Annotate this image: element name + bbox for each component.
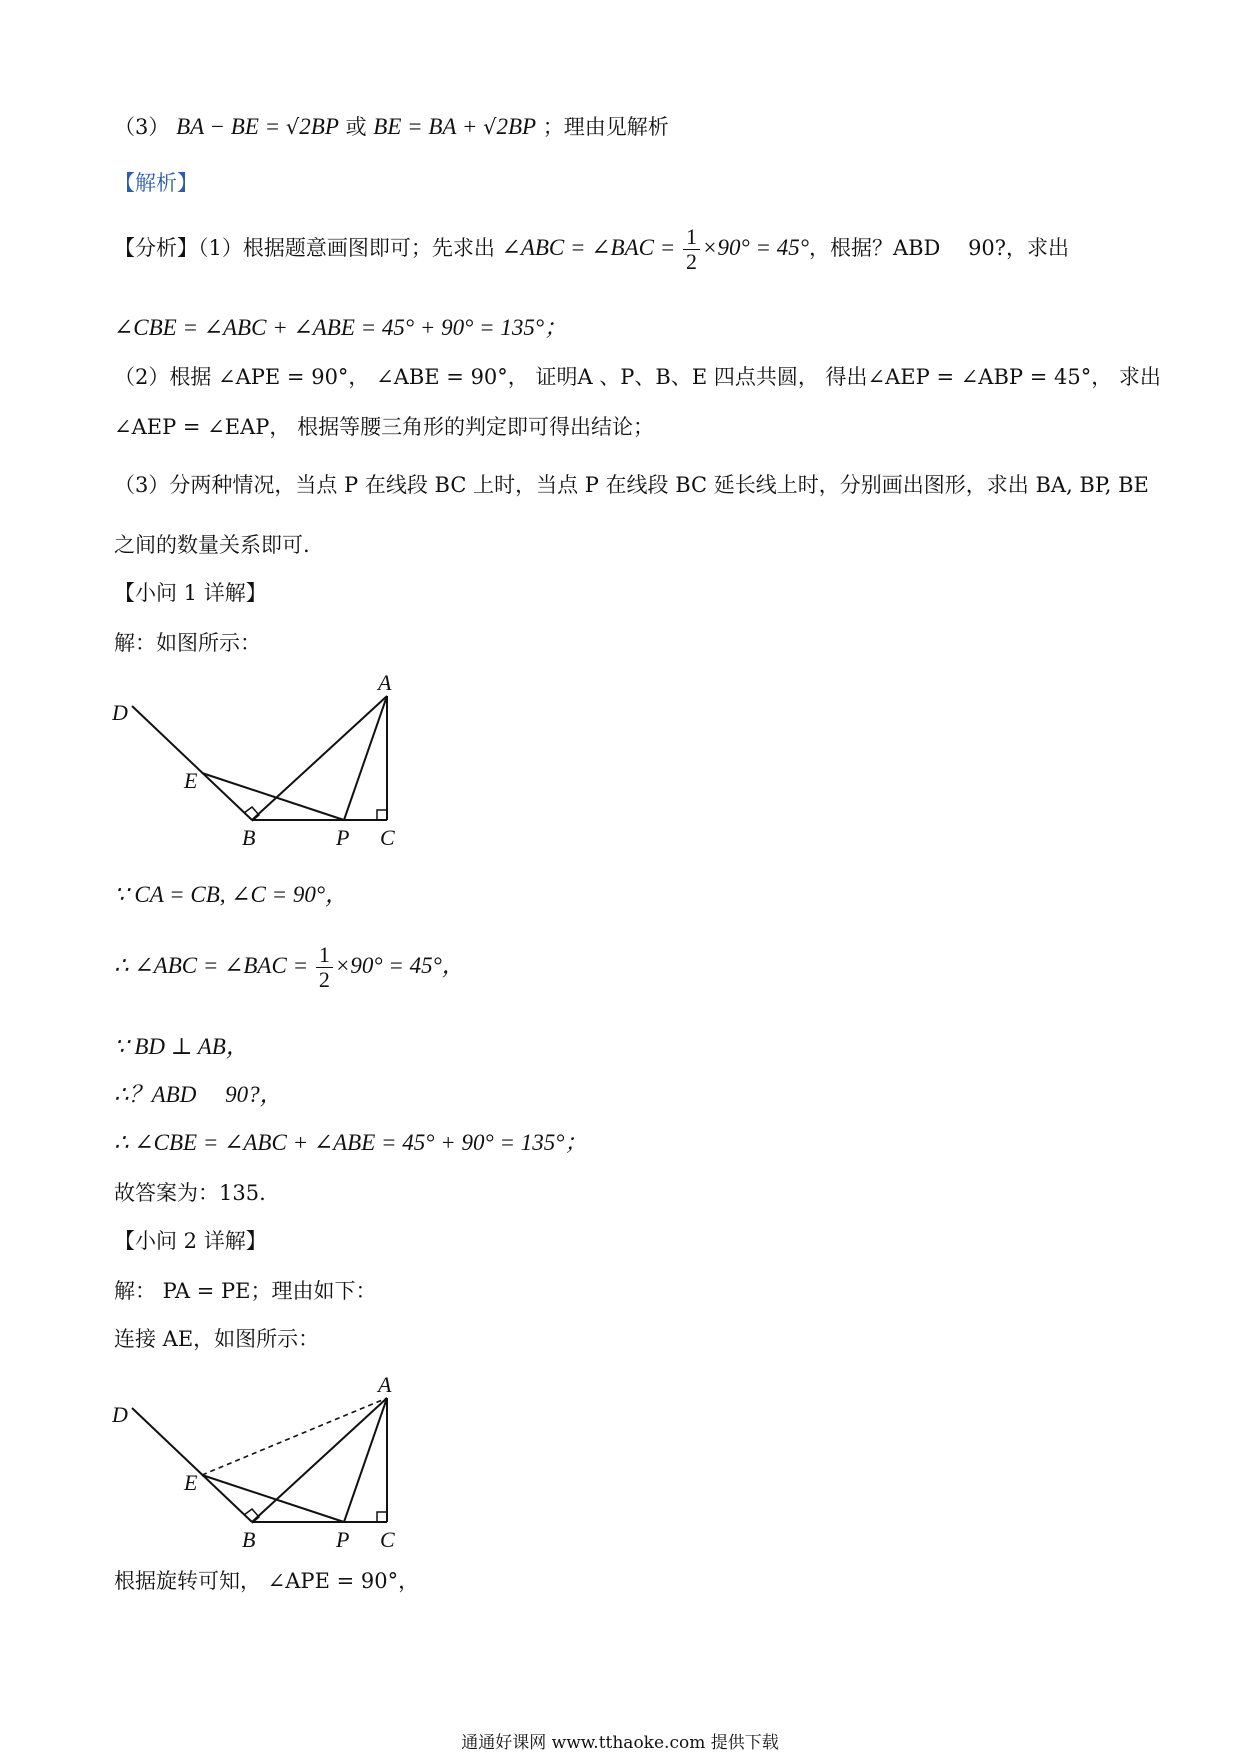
fraction-numerator: 1 xyxy=(683,225,700,250)
q1-step-2-right: ×90° = 45°， xyxy=(334,953,465,978)
q2-step-1: 解： PA = PE；理由如下： xyxy=(114,1279,377,1303)
q1-step-4: ∴？ABD 90?， xyxy=(114,1082,283,1107)
q1-step-2 xyxy=(114,936,465,996)
sqrt-symbol: √ xyxy=(285,115,300,139)
point-label-c: C xyxy=(380,1527,395,1552)
point-label-p: P xyxy=(336,825,350,850)
point-label-a: A xyxy=(378,1372,392,1397)
answer-3 xyxy=(114,112,669,142)
answer-3-prefix: （3） xyxy=(114,115,170,139)
page-footer: 通通好课网 www.tthaoke.com 提供下载 xyxy=(461,1733,779,1753)
point-label-a: A xyxy=(378,670,392,695)
answer-3-or: 或 xyxy=(345,115,374,139)
answer-3-expr-b: BE = BA + xyxy=(373,114,484,139)
sqrt-symbol: √ xyxy=(483,115,497,139)
q1-step-1: ∵ CA = CB, ∠C = 90°， xyxy=(114,882,349,907)
q2-title: 【小问 2 详解】 xyxy=(114,1229,267,1253)
geometry-figure-2 xyxy=(112,1372,412,1552)
point-label-d: D xyxy=(112,700,128,725)
point-label-e: E xyxy=(184,768,198,793)
analysis-formula-left: ∠ABC = ∠BAC = xyxy=(501,235,682,260)
fraction-denominator: 2 xyxy=(318,967,330,992)
fraction-denominator: 2 xyxy=(686,249,698,274)
q1-step-5: ∴ ∠CBE = ∠ABC + ∠ABE = 45° + 90° = 135°； xyxy=(114,1130,588,1155)
point-label-b: B xyxy=(242,825,256,850)
q2-step-3: 根据旋转可知， ∠APE = 90°， xyxy=(114,1569,420,1593)
point-label-p: P xyxy=(336,1527,350,1552)
point-label-b: B xyxy=(242,1527,256,1552)
q1-intro: 解：如图所示： xyxy=(114,631,261,655)
fraction-half xyxy=(316,943,333,992)
answer-3-suffix: ；理由见解析 xyxy=(542,115,669,139)
analysis-line-4: ∠AEP = ∠EAP， 根据等腰三角形的判定即可得出结论； xyxy=(114,415,655,439)
point-label-d: D xyxy=(112,1402,128,1427)
fraction-numerator: 1 xyxy=(316,943,333,968)
answer-3-expr-b-tail: 2BP xyxy=(496,114,537,139)
analysis-formula-right: ×90° = 45° xyxy=(702,235,809,260)
point-label-e: E xyxy=(184,1470,198,1495)
q1-title: 【小问 1 详解】 xyxy=(114,581,267,605)
analysis-label: 【解析】 xyxy=(114,171,198,195)
q1-step-3: ∵ BD ⊥ AB， xyxy=(114,1034,249,1059)
analysis-line-3: （2）根据 ∠APE = 90°， ∠ABE = 90°， 证明A 、P、B、E 四点共圆， 得出∠AEP = ∠ABP = 45°， 求出 xyxy=(114,365,1161,389)
answer-3-expr-a: BA − BE = xyxy=(176,114,286,139)
answer-3-expr-a-tail: 2BP xyxy=(299,114,339,139)
point-label-c: C xyxy=(380,825,395,850)
q1-step-6: 故答案为：135. xyxy=(114,1181,266,1205)
analysis-line-6: 之间的数量关系即可. xyxy=(114,533,310,557)
q1-step-2-left: ∴ ∠ABC = ∠BAC = xyxy=(114,953,314,978)
analysis-line-2: ∠CBE = ∠ABC + ∠ABE = 45° + 90° = 135°； xyxy=(114,315,568,340)
q2-step-2: 连接 AE，如图所示： xyxy=(114,1327,320,1351)
fraction-half xyxy=(683,225,700,274)
analysis-formula-tail: ，根据？ABD 90?，求出 xyxy=(808,236,1070,260)
analysis-line-1 xyxy=(114,218,1069,278)
analysis-line-5: （3）分两种情况，当点 P 在线段 BC 上时，当点 P 在线段 BC 延长线上时，分别画出图形，求出 BA, BP, BE xyxy=(114,473,1149,497)
analysis-head: 【分析】（1）根据题意画图即可；先求出 xyxy=(114,236,495,260)
geometry-figure-1 xyxy=(112,670,412,850)
